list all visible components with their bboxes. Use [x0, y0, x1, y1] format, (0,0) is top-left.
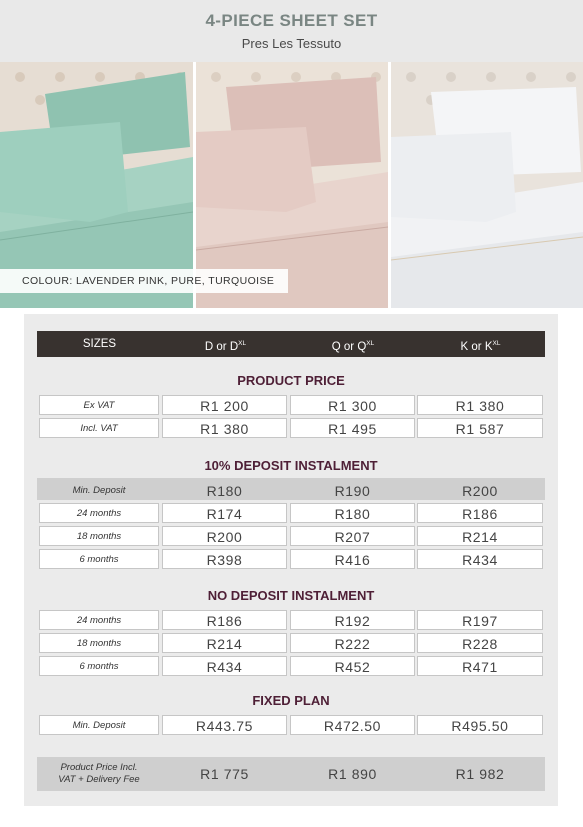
page-title: 4-PIECE SHEET SET [205, 11, 378, 30]
total-price-cell: R1 775 [200, 766, 249, 782]
price-cell: R200 [162, 526, 287, 546]
row-label: 18 months [39, 526, 159, 546]
section-fixed-plan: FIXED PLAN [252, 693, 330, 708]
colour-label: COLOUR: LAVENDER PINK, PURE, TURQUOISE [0, 269, 288, 293]
product-photos [0, 62, 583, 308]
row-label: 18 months [39, 633, 159, 653]
section-no-deposit-instalment: NO DEPOSIT INSTALMENT [207, 588, 375, 603]
price-cell: R472.50 [290, 715, 415, 735]
page-header [0, 0, 583, 62]
price-cell: R186 [417, 503, 543, 523]
photo-pure [391, 62, 583, 308]
table-row [37, 608, 545, 630]
column-sizes: SIZES [82, 338, 117, 350]
price-cell: R200 [462, 483, 498, 499]
row-label: 24 months [39, 610, 159, 630]
price-cell: R434 [162, 656, 287, 676]
price-cell: R471 [417, 656, 543, 676]
price-cell: R180 [290, 503, 415, 523]
total-price-cell: R1 982 [455, 766, 505, 782]
column-queen: Q or $Q^{XL}$ [331, 340, 375, 353]
row-label: Min. Deposit [72, 485, 126, 496]
price-panel [24, 314, 558, 806]
price-cell: R452 [290, 656, 415, 676]
price-cell: R222 [290, 633, 415, 653]
price-cell: R1 200 [162, 395, 287, 415]
price-cell: R443.75 [162, 715, 287, 735]
price-cell: R495.50 [417, 715, 543, 735]
price-cell: R214 [417, 526, 543, 546]
table-row [37, 478, 545, 500]
table-row [37, 654, 545, 676]
table-row [37, 416, 545, 438]
total-label: Product Price Incl. VAT + Delivery Fee [58, 762, 140, 785]
row-label: 6 months [39, 656, 159, 676]
price-cell: R197 [417, 610, 543, 630]
price-cell: R228 [417, 633, 543, 653]
total-row [37, 757, 545, 791]
price-cell: R1 300 [290, 395, 415, 415]
price-cell: R214 [162, 633, 287, 653]
page-subtitle: Pres Les Tessuto [241, 36, 342, 51]
row-label: Min. Deposit [39, 715, 159, 735]
table-header [37, 331, 545, 357]
price-cell: R416 [290, 549, 415, 569]
row-label: 6 months [39, 549, 159, 569]
table-row [37, 547, 545, 569]
price-cell: R207 [290, 526, 415, 546]
table-row [37, 524, 545, 546]
table-row [37, 393, 545, 415]
price-cell: R398 [162, 549, 287, 569]
price-cell: R1 587 [417, 418, 543, 438]
section-deposit-instalment: 10% DEPOSIT INSTALMENT [204, 458, 378, 473]
row-label: Ex VAT [39, 395, 159, 415]
price-cell: R186 [162, 610, 287, 630]
row-label: 24 months [39, 503, 159, 523]
price-cell: R434 [417, 549, 543, 569]
table-row [37, 713, 545, 735]
column-king: K or $K^{XL}$ [460, 340, 501, 353]
price-cell: R180 [206, 483, 243, 499]
row-label: Incl. VAT [39, 418, 159, 438]
price-cell: R1 380 [162, 418, 287, 438]
price-cell: R1 380 [417, 395, 543, 415]
column-double: D or $D^{XL}$ [204, 340, 247, 353]
section-product-price: PRODUCT PRICE [237, 373, 345, 388]
price-cell: R174 [162, 503, 287, 523]
price-cell: R192 [290, 610, 415, 630]
price-cell: R190 [334, 483, 371, 499]
price-cell: R1 495 [290, 418, 415, 438]
table-row [37, 501, 545, 523]
total-price-cell: R1 890 [328, 766, 377, 782]
table-row [37, 631, 545, 653]
